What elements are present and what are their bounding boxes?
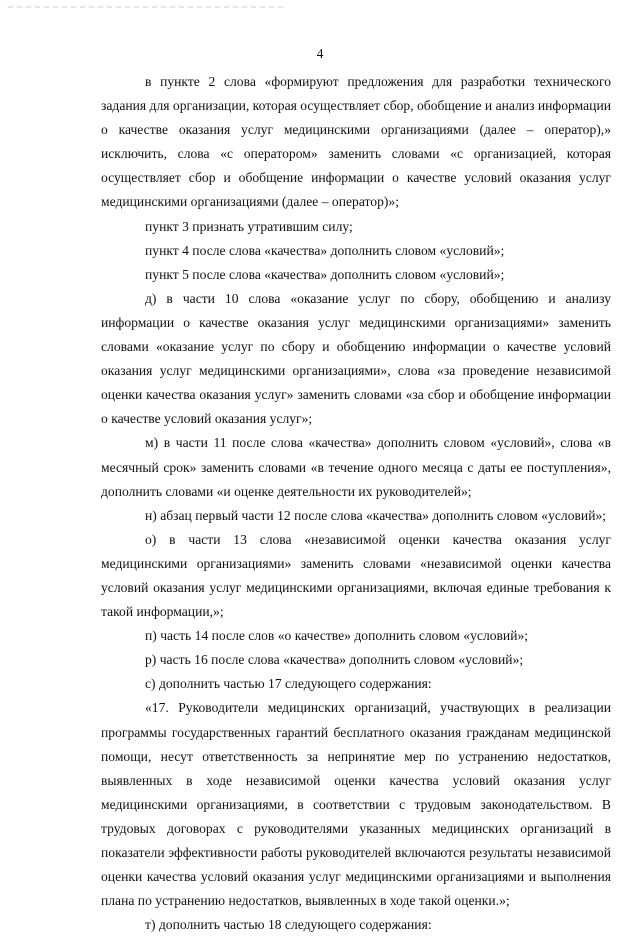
paragraph: н) абзац первый части 12 после слова «качества» дополнить словом «условий»; — [145, 507, 607, 523]
scan-artifact-dots — [6, 6, 286, 8]
paragraph: р) часть 16 после слова «качества» дополнить словом «условий»; — [145, 652, 524, 668]
paragraph: пункт 3 признать утратившим силу; — [145, 218, 353, 234]
page-number: 4 — [316, 46, 324, 61]
paragraph: о) в части 13 слова «независимой оценки качества оказания услуг медицинскими организациями» заменить словами «независимой оценки качества условий оказания услуг медицинскими организациями, включая единые требования к такой информации,»; — [101, 531, 611, 620]
paragraph: т) дополнить частью 18 следующего содержания: — [145, 917, 432, 933]
paragraph: пункт 4 после слова «качества» дополнить словом «условий»; — [145, 242, 505, 258]
paragraph: пункт 5 после слова «качества» дополнить словом «условий»; — [145, 266, 505, 282]
document-body — [101, 70, 611, 937]
paragraph: д) в части 10 слова «оказание услуг по сбору, обобщению и анализу информации о качестве оказания услуг медицинскими организациями» заменить словами «оказание услуг по сбору и обобщению информации о качестве условий оказания услуг медицинскими организациями», слова «за проведение независимой оценки качества оказания услуг» заменить словами «за сбор и обобщение информации о качестве условий оказания услуг»; — [101, 290, 611, 427]
paragraph: п) часть 14 после слов «о качестве» дополнить словом «условий»; — [145, 628, 529, 644]
paragraph: «17. Руководители медицинских организаций, участвующих в реализации программы государственных гарантий бесплатного оказания гражданам медицинской помощи, несут ответственность за непринятие мер по устранению недостатков, выявленных в ходе независимой оценки качества условий оказания услуг медицинскими организациями, в соответствии с трудовым законодательством. В трудовых договорах с руководителями указанных медицинских организаций в показатели эффективности работы руководителей включаются результаты независимой оценки качества условий оказания услуг медицинскими организациями и выполнения плана по устранению недостатков, выявленных в ходе такой оценки.»; — [101, 700, 611, 909]
paragraph: с) дополнить частью 17 следующего содержания: — [145, 676, 432, 692]
paragraph: в пункте 2 слова «формируют предложения для разработки технического задания для организации, которая осуществляет сбор, обобщение и анализ информации о качестве оказания услуг медицинскими организациями (далее – оператор),» исключить, слова «с оператором» заменить словами «с организацией, которая осуществляет сбор и обобщение информации о качестве условий оказания услуг медицинскими организациями (далее – оператор)»; — [101, 74, 611, 210]
paragraph: м) в части 11 после слова «качества» дополнить словом «условий», слова «в месячный срок» заменить словами «в течение одного месяца с даты ее поступления», дополнить словами «и оценке деятельности их руководителей»; — [101, 435, 611, 499]
